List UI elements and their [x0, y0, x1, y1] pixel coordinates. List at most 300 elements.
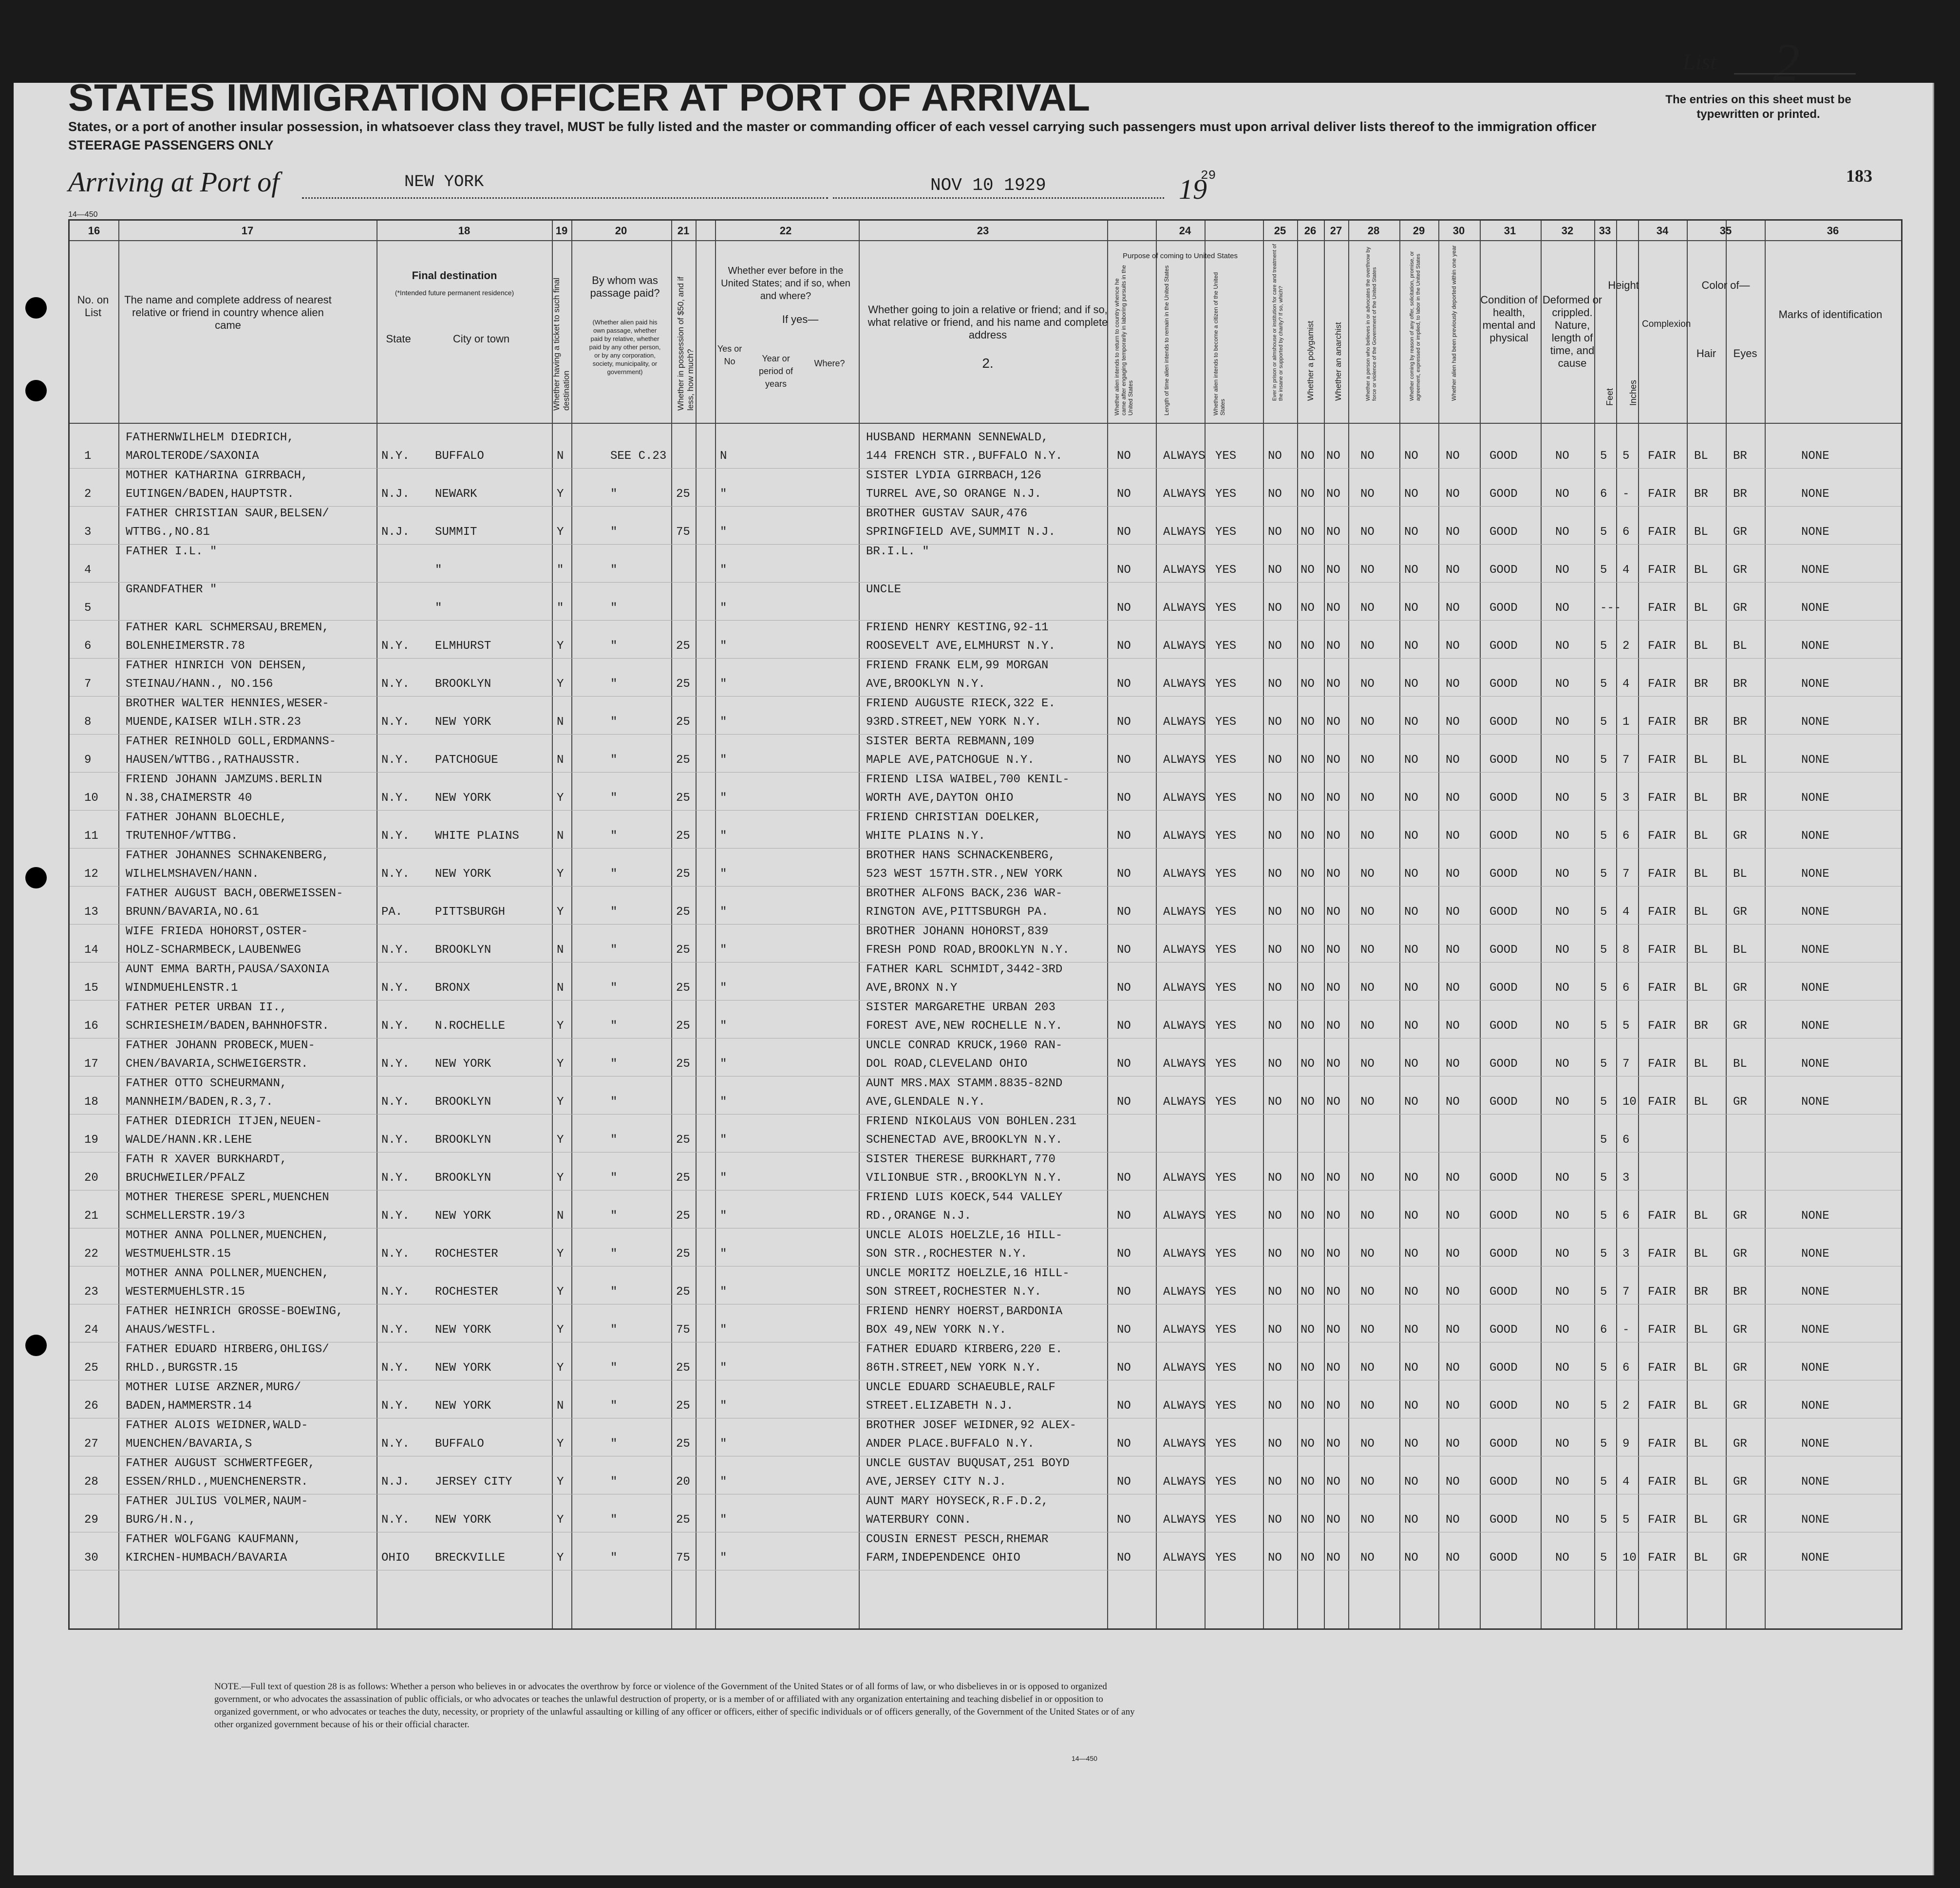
health-cell: GOOD	[1489, 830, 1518, 843]
ever-before-cell: "	[720, 1513, 727, 1527]
complexion-cell: FAIR	[1648, 1361, 1676, 1375]
deformed-cell: NO	[1555, 906, 1569, 919]
marks-cell: NONE	[1801, 1247, 1829, 1261]
return-cell: NO	[1117, 792, 1131, 805]
eyes-cell: GR	[1733, 982, 1747, 995]
labor-cell: NO	[1404, 716, 1418, 729]
city-cell: BUFFALO	[435, 1437, 484, 1451]
header-prison: Ever in prison or almshouse or institution for care and treatment of the insane or supported by charity? If so, which?	[1272, 244, 1284, 401]
row-number: 28	[84, 1475, 98, 1489]
column-number: 18	[458, 225, 471, 237]
joining-line-1: SISTER MARGARETHE URBAN 203	[866, 1001, 1055, 1014]
deported-cell: NO	[1446, 1437, 1460, 1451]
money-cell: 75	[676, 1323, 690, 1337]
paid-by-cell: "	[610, 602, 618, 615]
prison-cell: NO	[1268, 1247, 1282, 1261]
hair-cell: BR	[1694, 1020, 1708, 1033]
relative-line-1: FATHER JOHANN PROBECK,MUEN-	[126, 1039, 315, 1052]
deformed-cell: NO	[1555, 1057, 1569, 1071]
height-feet-cell: 5	[1600, 564, 1607, 577]
height-inches-cell: 5	[1622, 1513, 1630, 1527]
length-cell: ALWAYS	[1163, 1437, 1206, 1451]
relative-line-1: FATHER JOHANN BLOECHLE,	[126, 811, 287, 824]
anarchist-cell: NO	[1326, 754, 1340, 767]
ticket-cell: N	[557, 450, 564, 463]
city-cell: "	[435, 602, 442, 615]
header-if-yes: If yes—	[782, 313, 819, 325]
polygamist-cell: NO	[1300, 488, 1315, 501]
state-cell: N.J.	[381, 526, 410, 539]
relative-line-1: FATHER JOHANNES SCHNAKENBERG,	[126, 849, 329, 862]
eyes-cell: BL	[1733, 944, 1747, 957]
marks-cell: NONE	[1801, 830, 1829, 843]
ever-before-cell: N	[720, 450, 727, 463]
column-number: 17	[241, 225, 254, 237]
return-cell: NO	[1117, 488, 1131, 501]
citizen-cell: YES	[1215, 1475, 1237, 1489]
hair-cell: BL	[1694, 1209, 1708, 1223]
length-cell: ALWAYS	[1163, 868, 1206, 881]
city-cell: JERSEY CITY	[435, 1475, 512, 1489]
column-number: 30	[1452, 225, 1465, 237]
citizen-cell: YES	[1215, 1513, 1237, 1527]
ever-before-cell: "	[720, 754, 727, 767]
ticket-cell: N	[557, 1209, 564, 1223]
deported-cell: NO	[1446, 830, 1460, 843]
complexion-cell: FAIR	[1648, 906, 1676, 919]
joining-line-2: STREET.ELIZABETH N.J.	[866, 1399, 1014, 1413]
eyes-cell: BR	[1733, 488, 1747, 501]
marks-cell: NONE	[1801, 640, 1829, 653]
money-cell: 25	[676, 754, 690, 767]
relative-line-1: FATHER CHRISTIAN SAUR,BELSEN/	[126, 507, 329, 520]
polygamist-cell: NO	[1300, 1095, 1315, 1109]
eyes-cell: GR	[1733, 830, 1747, 843]
deformed-cell: NO	[1555, 1551, 1569, 1565]
relative-line-2: ESSEN/RHLD.,MUENCHENERSTR.	[126, 1475, 308, 1489]
header-height: Height	[1608, 279, 1639, 291]
deformed-cell: NO	[1555, 1020, 1569, 1033]
header-divider	[70, 423, 1901, 424]
arriving-label: Arriving at Port of	[68, 166, 280, 198]
header-ever-before: Whether ever before in the United States; and if so, when and where?	[721, 265, 850, 302]
joining-line-2: WHITE PLAINS N.Y.	[866, 830, 985, 843]
city-cell: BROOKLYN	[435, 1095, 491, 1109]
hair-cell: BL	[1694, 1399, 1708, 1413]
health-cell: GOOD	[1489, 1057, 1518, 1071]
header-ticket: Whether having a ticket to such final destination	[552, 277, 571, 411]
paid-by-cell: "	[610, 716, 618, 729]
eyes-cell: GR	[1733, 1209, 1747, 1223]
row-number: 29	[84, 1513, 98, 1527]
complexion-cell: FAIR	[1648, 1095, 1676, 1109]
row-number: 22	[84, 1247, 98, 1261]
health-cell: GOOD	[1489, 982, 1518, 995]
complexion-cell: FAIR	[1648, 1209, 1676, 1223]
joining-line-2: SON STREET,ROCHESTER N.Y.	[866, 1285, 1042, 1299]
page-number: 183	[1846, 166, 1872, 186]
length-cell: ALWAYS	[1163, 1399, 1206, 1413]
complexion-cell: FAIR	[1648, 754, 1676, 767]
port-underline	[302, 197, 828, 199]
date-underline	[833, 197, 1164, 199]
hair-cell: BR	[1694, 716, 1708, 729]
paid-by-cell: "	[610, 1171, 618, 1185]
labor-cell: NO	[1404, 450, 1418, 463]
anarchist-cell: NO	[1326, 678, 1340, 691]
ticket-cell: Y	[557, 488, 564, 501]
column-number: 19	[555, 225, 568, 237]
marks-cell: NONE	[1801, 792, 1829, 805]
deported-cell: NO	[1446, 450, 1460, 463]
paid-by-cell: "	[610, 830, 618, 843]
anarchist-cell: NO	[1326, 792, 1340, 805]
joining-line-1: FATHER EDUARD KIRBERG,220 E.	[866, 1343, 1063, 1356]
city-cell: PATCHOGUE	[435, 754, 498, 767]
city-cell: NEW YORK	[435, 868, 491, 881]
ever-before-cell: "	[720, 716, 727, 729]
header-final-destination: Final destination	[412, 269, 497, 282]
prison-cell: NO	[1268, 1551, 1282, 1565]
height-feet-cell: 5	[1600, 1551, 1607, 1565]
joining-line-2: AVE,BRONX N.Y	[866, 982, 958, 995]
health-cell: GOOD	[1489, 488, 1518, 501]
header-purpose-length: Length of time alien intends to remain in the United States	[1163, 265, 1170, 415]
deported-cell: NO	[1446, 906, 1460, 919]
header-joining: Whether going to join a relative or friend; and if so, what relative or friend, and his name and complete address	[867, 303, 1108, 341]
citizen-cell: YES	[1215, 488, 1237, 501]
footnote: NOTE.—Full text of question 28 is as follows: Whether a person who believes in or advocates the overthrow by force or violence of the Government of the United States or of all forms of law, or who disbelieves in or is opposed to organized government, or who advocates the assassination of public officials, or who advocates or teaches the unlawful destruction of property, or is a member of or affiliated with any organization entertaining and teaching disbelief in or opposition to organized government, or who advocates or teaches the duty, necessity, or propriety of the unlawful assaulting or killing of any officer or officers, either of specific individuals or of officers generally, of the Government of the United States or of any other organized government because of his or their official character.	[214, 1681, 1135, 1730]
height-inches-cell: 6	[1622, 1209, 1630, 1223]
complexion-cell: FAIR	[1648, 1475, 1676, 1489]
health-cell: GOOD	[1489, 1399, 1518, 1413]
height-inches-cell: 5	[1622, 1020, 1630, 1033]
joining-line-1: FRIEND LUIS KOECK,544 VALLEY	[866, 1191, 1063, 1204]
complexion-cell: FAIR	[1648, 450, 1676, 463]
ticket-cell: Y	[557, 1247, 564, 1261]
paid-by-cell: "	[610, 982, 618, 995]
city-cell: NEW YORK	[435, 792, 491, 805]
relative-line-1: FATHERNWILHELM DIEDRICH,	[126, 431, 294, 444]
paid-by-cell: "	[610, 1209, 618, 1223]
table-row	[70, 1076, 1901, 1114]
city-cell: NEW YORK	[435, 1209, 491, 1223]
hair-cell: BL	[1694, 602, 1708, 615]
relative-line-2: AHAUS/WESTFL.	[126, 1323, 217, 1337]
marks-cell: NONE	[1801, 906, 1829, 919]
column-number: 27	[1330, 225, 1342, 237]
relative-line-1: FATHER KARL SCHMERSAU,BREMEN,	[126, 621, 329, 634]
joining-line-2: FOREST AVE,NEW ROCHELLE N.Y.	[866, 1020, 1063, 1033]
anarchist-cell: NO	[1326, 1285, 1340, 1299]
return-cell: NO	[1117, 1399, 1131, 1413]
complexion-cell: FAIR	[1648, 792, 1676, 805]
state-cell: N.Y.	[381, 944, 410, 957]
header-inches: Inches	[1628, 379, 1638, 406]
table-row	[70, 1266, 1901, 1304]
row-number: 13	[84, 906, 98, 919]
prison-cell: NO	[1268, 830, 1282, 843]
city-cell: SUMMIT	[435, 526, 477, 539]
hair-cell: BL	[1694, 754, 1708, 767]
length-cell: ALWAYS	[1163, 944, 1206, 957]
citizen-cell: YES	[1215, 716, 1237, 729]
deformed-cell: NO	[1555, 526, 1569, 539]
citizen-cell: YES	[1215, 1399, 1237, 1413]
prison-cell: NO	[1268, 1171, 1282, 1185]
column-number: 33	[1599, 225, 1611, 237]
complexion-cell: FAIR	[1648, 1323, 1676, 1337]
table-row	[70, 582, 1901, 621]
length-cell: ALWAYS	[1163, 792, 1206, 805]
state-cell: N.Y.	[381, 450, 410, 463]
deformed-cell: NO	[1555, 678, 1569, 691]
hair-cell: BR	[1694, 678, 1708, 691]
joining-line-1: FRIEND HENRY HOERST,BARDONIA	[866, 1305, 1063, 1318]
eyes-cell: BR	[1733, 792, 1747, 805]
money-cell: 25	[676, 1209, 690, 1223]
overthrow-cell: NO	[1360, 1399, 1375, 1413]
city-cell: NEWARK	[435, 488, 477, 501]
labor-cell: NO	[1404, 1361, 1418, 1375]
prison-cell: NO	[1268, 1095, 1282, 1109]
height-inches-cell: 9	[1622, 1437, 1630, 1451]
header-final-destination-note: (*Intended future permanent residence)	[395, 289, 514, 297]
relative-line-1: AUNT EMMA BARTH,PAUSA/SAXONIA	[126, 963, 329, 976]
hair-cell: BL	[1694, 1095, 1708, 1109]
marks-cell: NONE	[1801, 1209, 1829, 1223]
deported-cell: NO	[1446, 792, 1460, 805]
eyes-cell: GR	[1733, 1551, 1747, 1565]
height-inches-cell: 7	[1622, 1285, 1630, 1299]
state-cell: N.J.	[381, 488, 410, 501]
relative-line-2: WALDE/HANN.KR.LEHE	[126, 1133, 252, 1147]
table-row	[70, 696, 1901, 735]
header-possession: Whether in possession of $50, and if less, how much?	[676, 277, 695, 411]
city-cell: NEW YORK	[435, 716, 491, 729]
citizen-cell: YES	[1215, 640, 1237, 653]
citizen-cell: YES	[1215, 1437, 1237, 1451]
hair-cell: BL	[1694, 1361, 1708, 1375]
joining-line-1: UNCLE MORITZ HOELZLE,16 HILL-	[866, 1267, 1070, 1280]
list-underline	[1734, 73, 1856, 75]
relative-line-2: BADEN,HAMMERSTR.14	[126, 1399, 252, 1413]
table-row	[70, 620, 1901, 659]
joining-line-1: COUSIN ERNEST PESCH,RHEMAR	[866, 1533, 1049, 1546]
height-feet-cell: 5	[1600, 678, 1607, 691]
height-feet-cell: 5	[1600, 716, 1607, 729]
relative-line-1: FRIEND JOHANN JAMZUMS.BERLIN	[126, 773, 322, 786]
height-inches-cell: 8	[1622, 944, 1630, 957]
relative-line-1: MOTHER KATHARINA GIRRBACH,	[126, 469, 308, 482]
prison-cell: NO	[1268, 716, 1282, 729]
deported-cell: NO	[1446, 564, 1460, 577]
deformed-cell: NO	[1555, 1437, 1569, 1451]
anarchist-cell: NO	[1326, 526, 1340, 539]
overthrow-cell: NO	[1360, 450, 1375, 463]
ever-before-cell: "	[720, 1551, 727, 1565]
header-yes-no: Yes or No	[717, 344, 742, 366]
health-cell: GOOD	[1489, 564, 1518, 577]
form-code: 14—450	[68, 210, 98, 219]
joining-line-2: WATERBURY CONN.	[866, 1513, 972, 1527]
polygamist-cell: NO	[1300, 1475, 1315, 1489]
prison-cell: NO	[1268, 1475, 1282, 1489]
complexion-cell: FAIR	[1648, 526, 1676, 539]
paid-by-cell: "	[610, 1399, 618, 1413]
relative-line-1: MOTHER LUISE ARZNER,MURG/	[126, 1381, 302, 1394]
money-cell: 25	[676, 488, 690, 501]
complexion-cell: FAIR	[1648, 564, 1676, 577]
deformed-cell: NO	[1555, 944, 1569, 957]
labor-cell: NO	[1404, 526, 1418, 539]
overthrow-cell: NO	[1360, 1209, 1375, 1223]
joining-line-1: FRIEND NIKOLAUS VON BOHLEN.231	[866, 1115, 1077, 1128]
overthrow-cell: NO	[1360, 1361, 1375, 1375]
height-feet-cell: 5	[1600, 1285, 1607, 1299]
overthrow-cell: NO	[1360, 526, 1375, 539]
column-number: 26	[1304, 225, 1317, 237]
joining-line-1: BROTHER ALFONS BACK,236 WAR-	[866, 887, 1063, 900]
anarchist-cell: NO	[1326, 944, 1340, 957]
prison-cell: NO	[1268, 564, 1282, 577]
relative-line-2: WILHELMSHAVEN/HANN.	[126, 868, 259, 881]
eyes-cell: GR	[1733, 1513, 1747, 1527]
money-cell: 25	[676, 678, 690, 691]
return-cell: NO	[1117, 906, 1131, 919]
height-feet-cell: 6	[1600, 488, 1607, 501]
polygamist-cell: NO	[1300, 1209, 1315, 1223]
prison-cell: NO	[1268, 526, 1282, 539]
city-cell: BRONX	[435, 982, 471, 995]
anarchist-cell: NO	[1326, 1095, 1340, 1109]
height-feet-cell: 5	[1600, 450, 1607, 463]
paid-by-cell: "	[610, 1057, 618, 1071]
return-cell: NO	[1117, 830, 1131, 843]
overthrow-cell: NO	[1360, 1171, 1375, 1185]
labor-cell: NO	[1404, 1437, 1418, 1451]
polygamist-cell: NO	[1300, 792, 1315, 805]
hair-cell: BL	[1694, 944, 1708, 957]
header-complexion: Complexion	[1642, 319, 1691, 329]
paid-by-cell: "	[610, 754, 618, 767]
table-row	[70, 1152, 1901, 1190]
relative-line-2: BRUNN/BAVARIA,NO.61	[126, 906, 259, 919]
length-cell: ALWAYS	[1163, 1057, 1206, 1071]
ticket-cell: Y	[557, 1361, 564, 1375]
marks-cell: NONE	[1801, 602, 1829, 615]
marks-cell: NONE	[1801, 1095, 1829, 1109]
complexion-cell: FAIR	[1648, 488, 1676, 501]
deported-cell: NO	[1446, 526, 1460, 539]
anarchist-cell: NO	[1326, 1551, 1340, 1565]
citizen-cell: YES	[1215, 906, 1237, 919]
relative-line-2: MUENDE,KAISER WILH.STR.23	[126, 716, 302, 729]
labor-cell: NO	[1404, 830, 1418, 843]
joining-line-2: FRESH POND ROAD,BROOKLYN N.Y.	[866, 944, 1070, 957]
paid-by-cell: "	[610, 1247, 618, 1261]
length-cell: ALWAYS	[1163, 1285, 1206, 1299]
polygamist-cell: NO	[1300, 678, 1315, 691]
length-cell: ALWAYS	[1163, 1475, 1206, 1489]
health-cell: GOOD	[1489, 716, 1518, 729]
row-number: 26	[84, 1399, 98, 1413]
length-cell: ALWAYS	[1163, 640, 1206, 653]
anarchist-cell: NO	[1326, 1361, 1340, 1375]
deformed-cell: NO	[1555, 602, 1569, 615]
city-cell: ROCHESTER	[435, 1247, 498, 1261]
prison-cell: NO	[1268, 1437, 1282, 1451]
height-inches-cell: 6	[1622, 526, 1630, 539]
header-by-whom: By whom was passage paid?	[590, 274, 660, 299]
overthrow-cell: NO	[1360, 792, 1375, 805]
labor-cell: NO	[1404, 1171, 1418, 1185]
relative-line-1: FATHER PETER URBAN II.,	[126, 1001, 287, 1014]
ticket-cell: Y	[557, 1285, 564, 1299]
height-inches-cell: 4	[1622, 1475, 1630, 1489]
eyes-cell: BL	[1733, 754, 1747, 767]
joining-line-1: BROTHER GUSTAV SAUR,476	[866, 507, 1028, 520]
marks-cell: NONE	[1801, 1551, 1829, 1565]
relative-line-1: BROTHER WALTER HENNIES,WESER-	[126, 697, 329, 710]
anarchist-cell: NO	[1326, 488, 1340, 501]
polygamist-cell: NO	[1300, 1361, 1315, 1375]
relative-line-2: BOLENHEIMERSTR.78	[126, 640, 245, 653]
deported-cell: NO	[1446, 678, 1460, 691]
joining-line-2: AVE,JERSEY CITY N.J.	[866, 1475, 1007, 1489]
column-number: 34	[1656, 225, 1669, 237]
joining-line-2: SCHENECTAD AVE,BROOKLYN N.Y.	[866, 1133, 1063, 1147]
length-cell: ALWAYS	[1163, 1171, 1206, 1185]
height-inches-cell: 7	[1622, 754, 1630, 767]
prison-cell: NO	[1268, 982, 1282, 995]
money-cell: 25	[676, 1247, 690, 1261]
marks-cell: NONE	[1801, 754, 1829, 767]
state-cell: N.Y.	[381, 1209, 410, 1223]
citizen-cell: YES	[1215, 526, 1237, 539]
hair-cell: BL	[1694, 450, 1708, 463]
anarchist-cell: NO	[1326, 640, 1340, 653]
ticket-cell: Y	[557, 1171, 564, 1185]
length-cell: ALWAYS	[1163, 1513, 1206, 1527]
prison-cell: NO	[1268, 1513, 1282, 1527]
overthrow-cell: NO	[1360, 1513, 1375, 1527]
polygamist-cell: NO	[1300, 564, 1315, 577]
row-number: 18	[84, 1095, 98, 1109]
overthrow-cell: NO	[1360, 754, 1375, 767]
anarchist-cell: NO	[1326, 1437, 1340, 1451]
punch-hole	[25, 297, 47, 319]
state-cell: N.Y.	[381, 640, 410, 653]
header-divider	[70, 240, 1901, 241]
height-feet-cell: 5	[1600, 1361, 1607, 1375]
money-cell: 25	[676, 1361, 690, 1375]
polygamist-cell: NO	[1300, 982, 1315, 995]
height-feet-cell: 5	[1600, 754, 1607, 767]
height-feet-cell: 5	[1600, 906, 1607, 919]
prison-cell: NO	[1268, 1361, 1282, 1375]
anarchist-cell: NO	[1326, 1399, 1340, 1413]
header-purpose: Purpose of coming to United States	[1123, 252, 1238, 260]
city-cell: "	[435, 564, 442, 577]
complexion-cell: FAIR	[1648, 602, 1676, 615]
city-cell: BUFFALO	[435, 450, 484, 463]
height-inches-cell: 2	[1622, 1399, 1630, 1413]
header-hair: Hair	[1696, 347, 1716, 359]
table-row	[70, 1114, 1901, 1152]
relative-line-1: FATHER OTTO SCHEURMANN,	[126, 1077, 287, 1090]
prison-cell: NO	[1268, 754, 1282, 767]
